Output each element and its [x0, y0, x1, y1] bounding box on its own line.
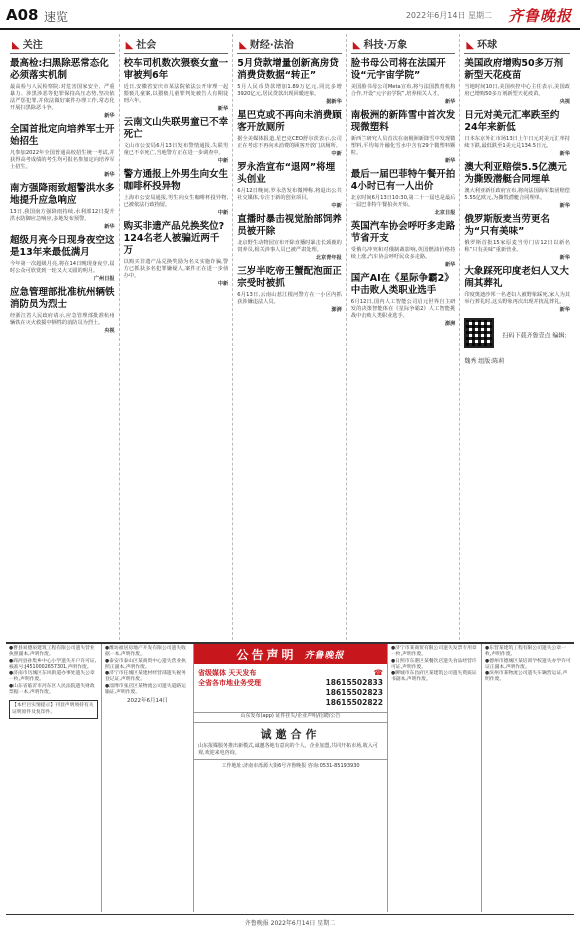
- article-body: 印度奥迪沙邦一名老妇人被野象踩死,家人为其举行葬礼时,这头野象再次出现并扰乱葬礼。: [464, 292, 570, 305]
- article[interactable]: [10, 287, 115, 334]
- phone-icon: ☎: [373, 668, 383, 677]
- article[interactable]: [124, 221, 229, 287]
- article-body: 6月12日晚间,罗永浩发布微博称,将退出公共社交媒体,专注于新的创业项目。: [237, 188, 342, 201]
- article-headline[interactable]: 国产AI在《星际争霸2》中击败人类职业选手: [350, 273, 454, 296]
- column-header: ◣ 关注: [10, 34, 115, 54]
- notice-center: [194, 644, 388, 912]
- article-source: 新华: [444, 158, 456, 164]
- article[interactable]: [464, 162, 570, 209]
- qr-code-icon[interactable]: [464, 318, 494, 348]
- article-source: 央视: [104, 328, 115, 334]
- article[interactable]: [351, 169, 456, 216]
- article-body: 经浙江省人民政府请示,应急管理部批准杭州辆铁在灭火救援中牺牲的消防员为烈士。: [10, 313, 115, 326]
- article-body: 受俄乌冲突和对俄制裁影响,英国燃油价格持续上涨,汽车协会呼吁民众多走路。: [350, 247, 456, 260]
- column-header: ◣ 环球: [464, 34, 570, 54]
- bracket-icon: ◣: [352, 40, 361, 51]
- article-headline[interactable]: 星巴克或不再向未消费顾客开放厕所: [237, 110, 342, 133]
- ad-item: ●济宁市某商贸有限公司遗失发票专用章一枚,声明作废。: [391, 646, 477, 658]
- article-source: 中新: [217, 210, 229, 216]
- article[interactable]: [124, 117, 229, 164]
- phone-number[interactable]: 18615502823: [325, 688, 383, 697]
- article-body: 最高检与人民检察院:对危害国家安全、严重暴力、涉黑涉恶等犯罪保持高压态势,坚决依法严惩犯罪,并依法做好案件办理工作,常态化开展扫黑除恶斗争。: [10, 84, 115, 111]
- article-source: 新华: [217, 106, 229, 112]
- article-source: 新华: [559, 203, 570, 209]
- article-source: 中新: [331, 151, 342, 157]
- column-caijing: [233, 34, 347, 640]
- ad-column-4: [388, 644, 482, 912]
- article-headline[interactable]: 云南文山失联男童已不幸死亡: [123, 117, 229, 140]
- article-headline[interactable]: 最高检:扫黑除恶常态化必须落实机制: [10, 58, 109, 81]
- bracket-icon: ◣: [125, 40, 134, 51]
- article-source: 新华: [104, 224, 115, 230]
- article-source: 新华: [444, 99, 456, 105]
- article-source: 新华: [559, 255, 570, 261]
- article-body: 新西兰研究人员首次在南极洲新降雪中发现微塑料,平均每升融化雪水中含有29个微塑料颗粒。: [350, 136, 456, 156]
- classified-ads: [6, 642, 574, 912]
- ad-item: ●淄博市张店区某物流公司遗失道路运输证,声明作废。: [105, 683, 186, 696]
- page-footer: 齐鲁晚报 2022年6月14日 星期二: [244, 920, 336, 927]
- ad-item: ●山东省临沂市河东区人民法院遗失财政票据一本,声明作废。: [9, 683, 95, 696]
- article-source: 新华: [444, 262, 456, 268]
- ad-item: ●商河县孙集乡中心小学遗失开户许可证,核准号:J4510002657301,声明作废。: [9, 658, 97, 670]
- bracket-icon: ◣: [239, 40, 247, 51]
- article-headline[interactable]: 澳大利亚赔偿5.5亿澳元为撕毁潜艇合同埋单: [464, 162, 567, 185]
- article-body: 日本东京外汇市场13日上午日元对美元汇率持续下跌,最低跌至1美元兑134.5日元。: [464, 136, 570, 149]
- ad-item: ●济南市历城区东风街道办事处遗失公章一枚,声明作废。: [9, 671, 95, 683]
- ad-column-5: [482, 644, 574, 912]
- article[interactable]: [351, 273, 456, 327]
- phone-list: [278, 668, 383, 708]
- section-title: 速览: [44, 10, 69, 24]
- ad-item: ●日照市东港区某餐饮店遗失食品经营许可证,声明作废。: [391, 658, 477, 670]
- column-header: ◣ 科技·万象: [351, 34, 456, 54]
- column-header: ◣ 财经·法治: [237, 34, 342, 54]
- ad-item: ●东营某建筑工程有限公司遗失公章一枚,声明作废。: [485, 646, 566, 658]
- article-source: 新华: [104, 113, 115, 119]
- article-body: 当地时间10日,美国疾控中心主任表示,美国政府已增购50多万剂新型天花疫苗。: [464, 84, 570, 97]
- newspaper-logo: 齐鲁晚报: [507, 7, 572, 25]
- bracket-icon: ◣: [12, 40, 20, 51]
- ad-item: ●潍坊福居房地产开发有限公司遗失收据一本,声明作废。: [105, 646, 186, 658]
- ad-item: ●聊城市东昌府区某建筑公司遗失资质证书副本,声明作废。: [391, 671, 477, 683]
- column-guanzhu: [6, 34, 120, 640]
- article-body: 北京野生动物园宣布开除直播时暴击长颈鹿的饲养员,相关涉事人员已被严肃处理。: [237, 240, 342, 253]
- ad-item: ●曹县易德泉建筑工程有限公司遗失营业执照副本,声明作废。: [9, 646, 95, 658]
- article-source: 澎湃: [444, 321, 456, 327]
- ad-item: ●泰安市泰山区某商贸中心遗失营业执照正副本,声明作废。: [105, 658, 186, 670]
- article-body: 澳大利亚新任政府宣布,将向法国海军集团赔偿5.55亿欧元,为撕毁潜艇合同埋单。: [464, 188, 570, 201]
- article-body: 北京时间6月13日10:30,第二十一届也是最后一届巴菲特午餐拍卖开始。: [350, 195, 456, 208]
- brand-mark: 齐鲁晚报: [304, 650, 345, 661]
- article-body: 俄罗斯首批15家原麦当劳门店12日以新名称“只有美味”重新营业。: [464, 240, 570, 253]
- article-body: 据全美媒体报道,星巴克CEO舒尔茨表示,公司正在考虑不再向未消费的顾客开放门店厕所。: [237, 136, 342, 149]
- issue-date: 2022年6月14日 星期二: [405, 11, 492, 20]
- article-body: 上海市公安局通报,男生向女生咖啡杯投异物,已被依法行政拘留。: [123, 195, 229, 208]
- article-headline[interactable]: 5月贷款增量创新高房贷消费贷数据“转正”: [237, 58, 339, 81]
- article[interactable]: [237, 214, 342, 261]
- article[interactable]: [10, 235, 115, 282]
- article-headline[interactable]: 校车司机数次猥亵女童一审被判6年: [123, 58, 229, 81]
- article[interactable]: [237, 162, 342, 209]
- article-source: 广州日报: [93, 276, 115, 282]
- article-headline[interactable]: 日元对美元汇率跌至约24年来新低: [464, 110, 560, 133]
- notice-slogan: 省级媒体 天天发布 全省各市地业务受理: [198, 669, 261, 687]
- article[interactable]: [351, 221, 456, 268]
- article[interactable]: [464, 110, 570, 157]
- app-line: 山东发布(app) 证件挂失/企业声明/招聘/公告: [194, 713, 387, 723]
- ad-item: ●济宁市任城区某建材经营部遗失税务登记证,声明作废。: [105, 671, 186, 683]
- article[interactable]: [10, 58, 115, 119]
- article[interactable]: [124, 169, 229, 216]
- article-source: 新华: [559, 307, 570, 313]
- scan-block: [464, 318, 570, 367]
- article[interactable]: [10, 183, 115, 230]
- notice-banner: 公告声明 齐鲁晚报: [194, 644, 387, 664]
- ad-date: 2022年6月14日: [127, 698, 168, 705]
- article-headline[interactable]: 应急管理部批准杭州辆铁消防员为烈士: [10, 287, 115, 310]
- article[interactable]: [237, 266, 342, 313]
- column-huanqiu: [460, 34, 574, 640]
- column-header: ◣ 社会: [124, 34, 229, 54]
- article[interactable]: [124, 58, 229, 112]
- article-headline[interactable]: 脸书母公司将在法国开设“元宇宙学院”: [350, 58, 446, 81]
- article-headline[interactable]: 警方通报上外男生向女生咖啡杯投异物: [123, 169, 229, 192]
- article-body: 6月12日,国内人工智能公司启元世界自主研发的决策智能体在《星际争霸2》人工智能挑战中击败人类职业选手。: [350, 299, 456, 319]
- article-body: 美国脸书母公司Meta宣布,将与法国教育机构合作,开设“元宇宙学院”,培养相关人才。: [350, 84, 456, 97]
- ad-column-1: [6, 644, 102, 912]
- article-source: 新华: [104, 172, 115, 178]
- ad-column-2: [102, 644, 194, 912]
- article-source: 中新: [331, 203, 342, 209]
- ad-item: ●德州市德城区某培训学校遗失办学许可证正副本,声明作废。: [485, 658, 571, 670]
- article-body: 凡参加2022年全国普通高校招生统一考试,并获得高考成绩的考生均可报名参加定向培养军士招生。: [10, 150, 115, 170]
- article-headline[interactable]: 全国首批定向培养军士开始招生: [10, 124, 115, 147]
- article[interactable]: [237, 58, 342, 105]
- article-body: 文山市公安局6月13日发布警情通报,失联男童已不幸死亡,当地警方正在进一步调查中。: [123, 143, 229, 156]
- article-headline[interactable]: 罗永浩宣布“退网”将埋头创业: [237, 162, 336, 185]
- article-body: 以购买非遗产品兑换奖励为名义实施诈骗,警方已抓获多名犯罪嫌疑人,案件正在进一步侦办中。: [123, 259, 229, 279]
- article-source: 央视: [559, 99, 570, 105]
- article-headline[interactable]: 购买非遗产品兑换奖位?124名老人被骗近两千万: [123, 221, 225, 256]
- page-number: A08: [6, 6, 39, 24]
- article-body: 近日,安徽省安庆市某法院依法公开审理一起猥亵儿童案,以猥亵儿童罪判处被告人有期徒刑六年。: [123, 84, 229, 104]
- scan-caption: 扫码下载齐鲁壹点 编辑:魏秀 组版:陈莉: [464, 332, 567, 365]
- article-headline[interactable]: 美国政府增购50多万剂新型天花疫苗: [464, 58, 564, 81]
- coop-footer: 工作地址:济南市泺源大街6号齐鲁晚报 咨询:0531-85193930: [194, 759, 387, 769]
- article-body: 13日,我国南方强降雨持续,水利部12日提升洪水防御应急响应,多地发布预警。: [10, 209, 115, 222]
- article-source: 中新: [217, 158, 229, 164]
- article[interactable]: [351, 110, 456, 164]
- article[interactable]: [464, 214, 570, 261]
- footer-divider: [6, 914, 574, 915]
- article-body: 今年第一次超级月亮,将在14日晚现身夜空,届时公众可欣赏到一轮又大又圆的明月。: [10, 261, 115, 274]
- article[interactable]: [464, 266, 570, 313]
- article[interactable]: [237, 110, 342, 157]
- column-shehui: [120, 34, 234, 640]
- phone-number[interactable]: 18615502822: [325, 698, 383, 707]
- coop-text: 山东报媒服务推出新模式,诚邀各地有意向的个人、企业加盟,共同开拓市场,收入可观,欢迎来电咨询。: [198, 743, 378, 756]
- article-headline[interactable]: 俄罗斯版麦当劳更名为“只有美味”: [464, 214, 550, 237]
- article-headline[interactable]: 南极洲的新阵雪中首次发现微塑料: [350, 110, 456, 133]
- article-headline[interactable]: 大象踩死印度老妇人又大闹其葬礼: [464, 266, 569, 289]
- article[interactable]: [10, 124, 115, 178]
- page-header: [0, 0, 580, 30]
- ad-item: ●滨州市某物流公司遗失车辆营运证,声明作废。: [485, 671, 568, 683]
- article-body: 5月人民币贷款增加1.89万亿元,同比多增3920亿元,居民贷款出现回暖迹象。: [237, 84, 342, 97]
- article[interactable]: [464, 58, 570, 105]
- article-headline[interactable]: 英国汽车协会呼吁多走路节省开支: [350, 221, 456, 244]
- article[interactable]: [351, 58, 456, 105]
- article-source: 北京青年报: [315, 255, 342, 261]
- article-source: 澎湃: [331, 307, 342, 313]
- bracket-icon: ◣: [466, 40, 475, 51]
- article-source: 北京日报: [434, 210, 456, 216]
- article-headline[interactable]: 三岁半吃帝王蟹配泡面正宗受时被抓: [237, 266, 342, 289]
- article-body: 6月13日,云南山惹江根河警方在一小区内抓获涉嫌违法人员。: [237, 292, 342, 305]
- notice-panel: [194, 664, 387, 713]
- article-headline[interactable]: 直播时暴击视觉胎部饲养员被开除: [237, 214, 342, 237]
- article-source: 中新: [217, 281, 229, 287]
- news-columns: [6, 34, 574, 640]
- article-source: 据新华: [326, 99, 342, 105]
- article-headline[interactable]: 最后一届巴菲特午餐开拍4小时已有一人出价: [350, 169, 456, 192]
- coop-title: 诚邀合作: [260, 728, 321, 741]
- article-source: 新华: [559, 151, 570, 157]
- article-headline[interactable]: 南方强降雨致超警洪水多地提升应急响应: [10, 183, 115, 206]
- column-keji: [347, 34, 461, 640]
- article-headline[interactable]: 超级月亮今日现身夜空这是13年来最低满月: [10, 235, 115, 258]
- phone-number[interactable]: 18615502833: [325, 678, 383, 687]
- ad-notice-box: 【本栏目实情提示】刊登声明须持有关证明原件及复印件。: [9, 700, 98, 719]
